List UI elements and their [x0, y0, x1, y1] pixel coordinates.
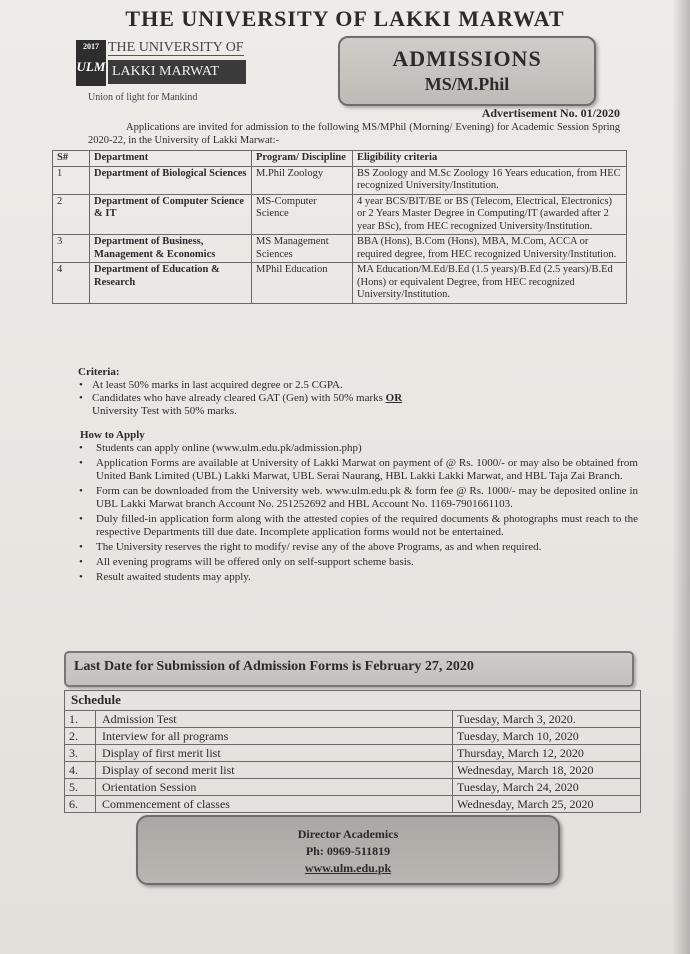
- schedule-number: 6.: [65, 796, 96, 812]
- schedule-number: 5.: [65, 779, 96, 795]
- cell-program: MS-Computer Science: [252, 194, 353, 235]
- col-header-program: Program/ Discipline: [252, 151, 353, 167]
- page-edge-shadow: [672, 0, 690, 954]
- logo-badge: [76, 40, 106, 86]
- cell-program: M.Phil Zoology: [252, 166, 353, 194]
- table-row: [65, 745, 640, 762]
- schedule-table: [64, 690, 641, 813]
- logo-tagline: Union of light for Mankind: [88, 92, 198, 103]
- criteria-item-1: At least 50% marks in last acquired degree or 2.5 CGPA.: [92, 379, 343, 391]
- how-to-apply-section: [80, 429, 638, 586]
- admissions-title: ADMISSIONS: [392, 46, 542, 71]
- table-row: [65, 796, 640, 812]
- criteria-section: [78, 366, 638, 418]
- cell-eligibility: BBA (Hons), B.Com (Hons), MBA, M.Com, ACCA or required degree, from HEC recognized University/Institution.: [353, 235, 627, 263]
- last-date-banner: [64, 651, 634, 687]
- logo-name-line1: THE UNIVERSITY OF: [108, 40, 244, 55]
- schedule-event: Admission Test: [96, 711, 453, 727]
- cell-eligibility: 4 year BCS/BIT/BE or BS (Telecom, Electrical, Electronics) or 2 Years Master Degree in Computing/IT (awarded after 2 year BSc), from HEC recognized University/Institution.: [353, 194, 627, 235]
- logo-year: 2017: [83, 42, 99, 51]
- table-row: [53, 194, 627, 235]
- admissions-subtitle: MS/M.Phil: [424, 74, 510, 94]
- table-header-row: [53, 151, 627, 167]
- criteria-item-2-cont: University Test with 50% marks.: [92, 405, 237, 417]
- cell-sn: 4: [53, 263, 90, 304]
- logo-monogram: ULM: [76, 59, 106, 74]
- schedule-event: Interview for all programs: [96, 728, 453, 744]
- contact-website[interactable]: www.ulm.edu.pk: [304, 861, 392, 875]
- col-header-department: Department: [90, 151, 252, 167]
- university-logo: [76, 40, 256, 106]
- cell-eligibility: MA Education/M.Ed/B.Ed (1.5 years)/B.Ed (2.5 years)/B.Ed (Hons) or equivalent Degree, from HEC recognized University/Institution.: [353, 263, 627, 304]
- cell-sn: 1: [53, 166, 90, 194]
- cell-sn: 2: [53, 194, 90, 235]
- criteria-heading: Criteria:: [78, 366, 120, 378]
- university-title: THE UNIVERSITY OF LAKKI MARWAT: [125, 6, 565, 31]
- programs-table: [52, 150, 627, 304]
- contact-title: Director Academics: [297, 827, 399, 841]
- schedule-number: 2.: [65, 728, 96, 744]
- list-item: [92, 392, 638, 418]
- cell-program: MS Management Sciences: [252, 235, 353, 263]
- cell-sn: 3: [53, 235, 90, 263]
- table-row: [65, 762, 640, 779]
- schedule-event: Display of first merit list: [96, 745, 453, 761]
- contact-phone: Ph: 0969-511819: [305, 844, 391, 858]
- schedule-date: Tuesday, March 24, 2020: [457, 780, 579, 794]
- cell-eligibility: BS Zoology and M.Sc Zoology 16 Years education, from HEC recognized University/Institution.: [353, 166, 627, 194]
- intro-paragraph: Applications are invited for admission to the following MS/MPhil (Morning/ Evening) for Academic Session Spring 2020-22, in the University of Lakki Marwat:-: [88, 122, 620, 146]
- schedule-date: Tuesday, March 3, 2020.: [457, 712, 576, 726]
- table-row: [53, 263, 627, 304]
- col-header-sn: S#: [53, 151, 90, 167]
- list-item: [92, 379, 638, 392]
- schedule-date: Tuesday, March 10, 2020: [457, 729, 579, 743]
- col-header-eligibility: Eligibility criteria: [353, 151, 627, 167]
- list-item: • Duly filled-in application form along with the attested copies of the required documents & photographs must reach to the respective Departments till due date. Incomplete application forms would not be entertained.: [96, 513, 638, 539]
- cell-program: MPhil Education: [252, 263, 353, 304]
- cell-department: Department of Business, Management & Economics: [90, 235, 252, 263]
- table-row: [65, 728, 640, 745]
- list-item: • All evening programs will be offered only on self-support scheme basis.: [96, 556, 638, 569]
- admissions-banner: [338, 36, 596, 106]
- how-to-apply-list: [80, 442, 638, 584]
- schedule-event: Orientation Session: [96, 779, 453, 795]
- list-item: • Result awaited students may apply.: [96, 571, 638, 584]
- schedule-event: Display of second merit list: [96, 762, 453, 778]
- list-item: • The University reserves the right to modify/ revise any of the above Programs, as and when required.: [96, 541, 638, 554]
- criteria-list: [78, 379, 638, 418]
- list-item: • Students can apply online (www.ulm.edu.pk/admission.php): [96, 442, 638, 455]
- table-row: [53, 235, 627, 263]
- cell-department: Department of Education & Research: [90, 263, 252, 304]
- table-row: [53, 166, 627, 194]
- list-item: • Form can be downloaded from the University web. www.ulm.edu.pk & form fee @ Rs. 1000/- may be deposited online in UBL Lakki Marwat branch Account No. 251252692 and HBL Account No. 1169-7901661103.: [96, 485, 638, 511]
- schedule-number: 4.: [65, 762, 96, 778]
- cell-department: Department of Computer Science & IT: [90, 194, 252, 235]
- schedule-date: Wednesday, March 25, 2020: [457, 797, 594, 811]
- how-to-apply-heading: How to Apply: [80, 429, 145, 441]
- advertisement-number: Advertisement No. 01/2020: [481, 106, 620, 120]
- schedule-event: Commencement of classes: [96, 796, 453, 812]
- table-row: [65, 711, 640, 728]
- contact-box: [136, 815, 560, 885]
- criteria-or: OR: [385, 392, 403, 404]
- cell-department: Department of Biological Sciences: [90, 166, 252, 194]
- schedule-number: 3.: [65, 745, 96, 761]
- last-date-text: Last Date for Submission of Admission Forms is February 27, 2020: [74, 659, 474, 674]
- list-item: • Application Forms are available at University of Lakki Marwat on payment of @ Rs. 1000/- or may also be obtained from United Bank Limited (UBL) Lakki Marwat, UBL Serai Naurang, HBL Lakki Lakki Marwat, and HBL Taja Zai Branch.: [96, 457, 638, 483]
- logo-name-line2: LAKKI MARWAT: [108, 60, 246, 84]
- table-row: [65, 779, 640, 796]
- criteria-item-2: Candidates who have already cleared GAT (Gen) with 50% marks: [92, 392, 383, 404]
- schedule-heading: Schedule: [65, 691, 640, 711]
- schedule-date: Wednesday, March 18, 2020: [457, 763, 594, 777]
- schedule-number: 1.: [65, 711, 96, 727]
- schedule-date: Thursday, March 12, 2020: [457, 746, 584, 760]
